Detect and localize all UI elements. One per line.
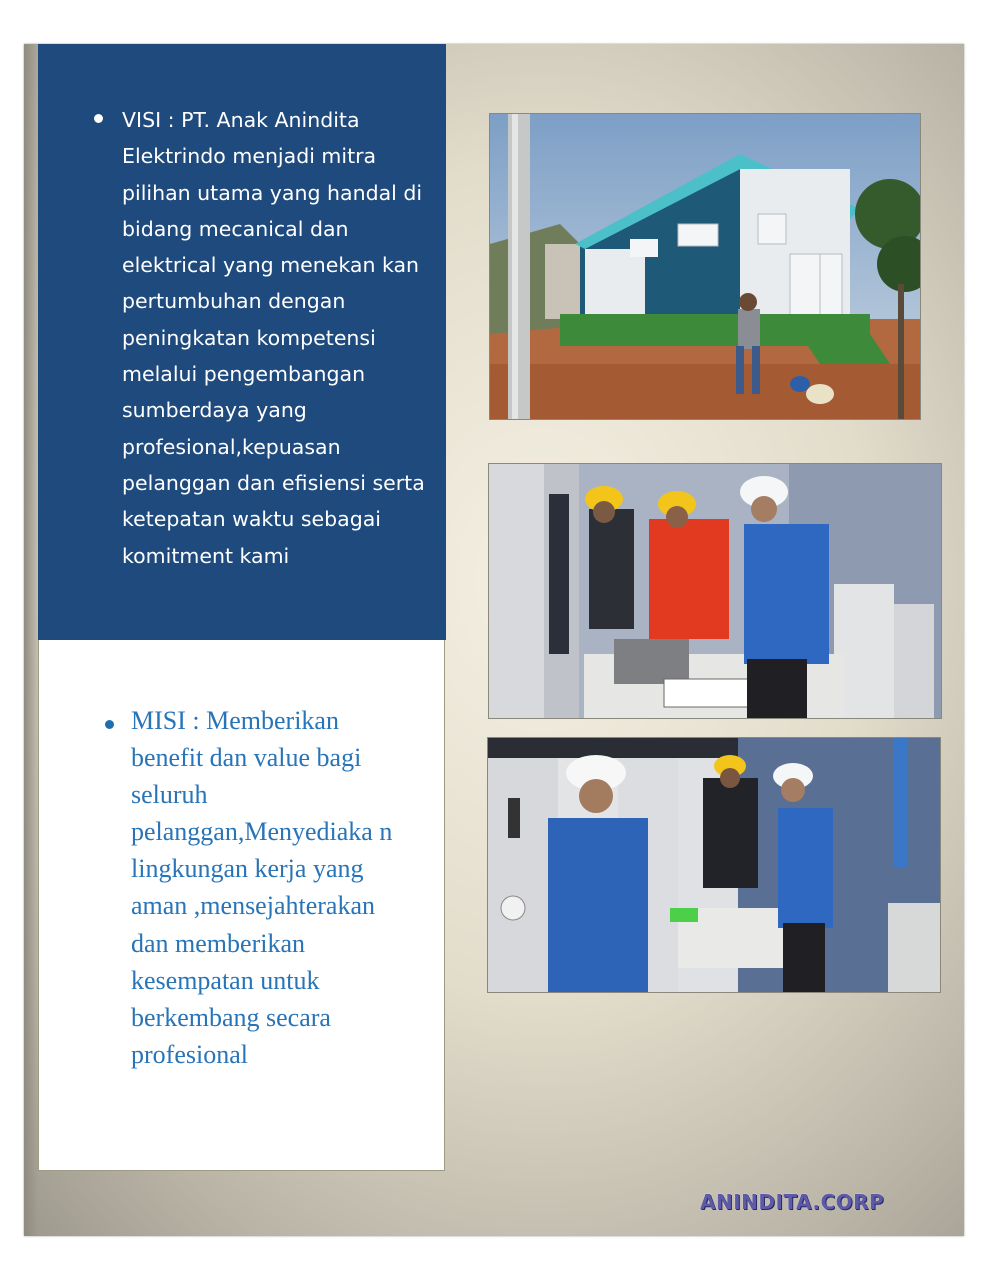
- switchgear-workers-photo: [488, 463, 942, 719]
- panel-inspection-photo: [487, 737, 941, 993]
- misi-bullet-icon: [105, 720, 114, 729]
- visi-bullet-icon: [94, 114, 103, 123]
- visi-panel: [38, 44, 446, 640]
- brand-logo-text: ANINDITA.CORP: [700, 1190, 885, 1214]
- misi-panel: [38, 640, 445, 1171]
- substation-building-photo: [489, 113, 921, 420]
- misi-text: MISI : Memberikan benefit dan value bagi seluruh pelanggan,Menyediaka n lingkungan kerja yang aman ,mensejahterakan dan memberikan kesempatan untuk berkembang secara profesional: [131, 706, 393, 1069]
- visi-text: VISI : PT. Anak Anindita Elektrindo menjadi mitra pilihan utama yang handal di bidang mecanical dan elektrical yang menekan kan pertumbuhan dengan peningkatan kompetensi melalui pengembangan sumberdaya yang profesional,kepuasan pelanggan dan efisiensi serta ketepatan waktu sebagai komitment kami: [122, 108, 425, 568]
- page-shadow: [24, 44, 38, 1236]
